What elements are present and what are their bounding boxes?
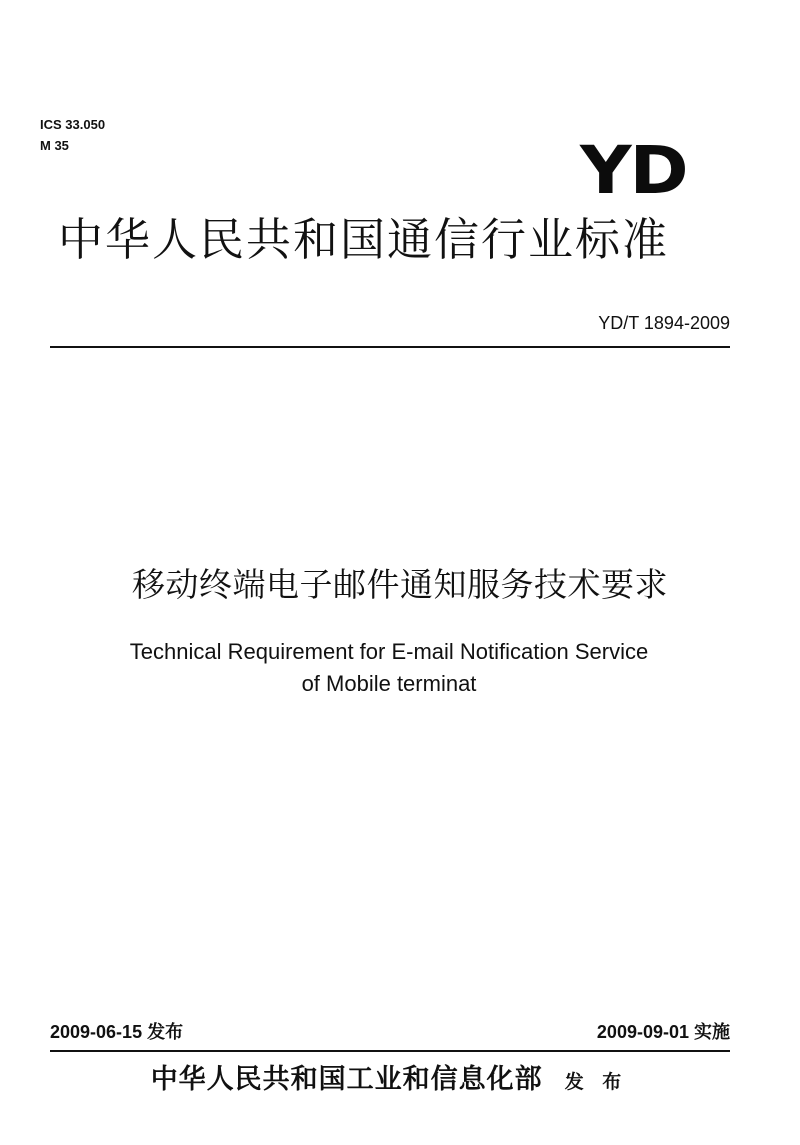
publisher-line [0, 1062, 778, 1100]
publisher-suffix: 发 布 [564, 1071, 628, 1093]
document-title-en [0, 636, 778, 700]
yd-logo: YD [580, 132, 687, 209]
ics-code: ICS 33.050 [40, 117, 106, 132]
standard-number: YD/T 1894-2009 [598, 313, 730, 333]
top-divider [50, 346, 730, 348]
document-title-cn: 移动终端电子邮件通知服务技术要求 [132, 565, 668, 604]
document-title-en-line1: Technical Requirement for E-mail Notification Service [129, 639, 649, 664]
publisher-name: 中华人民共和国工业和信息化部 [150, 1064, 543, 1095]
classification-codes [40, 114, 105, 156]
standard-category-title: 中华人民共和国通信行业标准 [58, 213, 670, 266]
issue-date: 2009-06-15 发布 [50, 1022, 184, 1042]
class-code: M 35 [40, 138, 69, 153]
bottom-divider [50, 1050, 730, 1052]
document-title-en-line2: of Mobile terminat [301, 671, 477, 696]
implementation-date: 2009-09-01 实施 [596, 1022, 730, 1042]
